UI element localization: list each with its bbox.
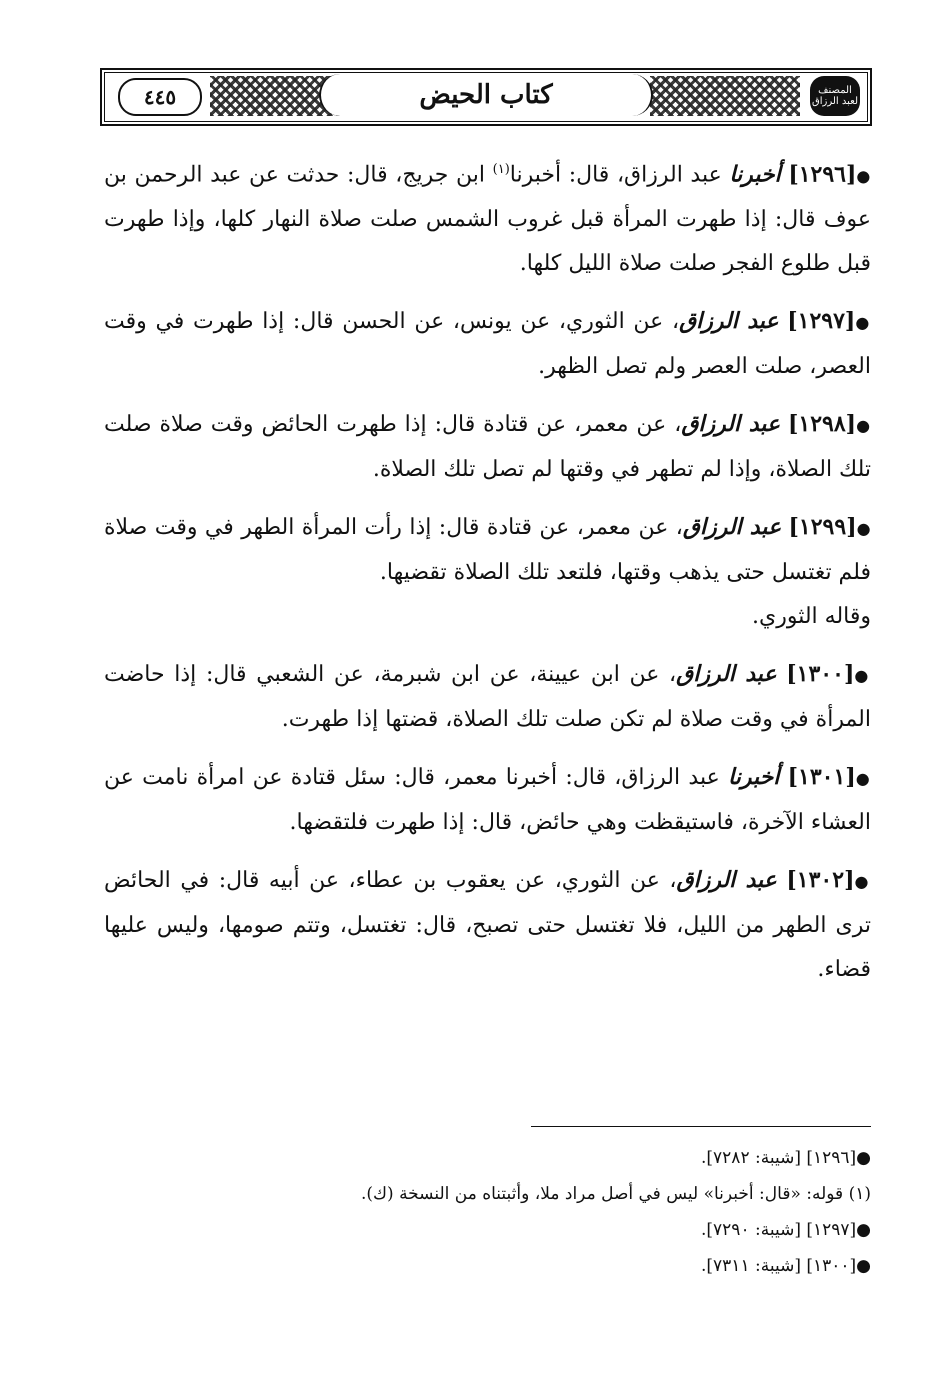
hadith-narrator: عبد الرزاق xyxy=(682,514,782,541)
hadith-text: ، عن معمر، عن قتادة قال: إذا رأت المرأة الطهر في وقت صلاة فلم تغتسل حتى يذهب وقتها، فلتعد تلك الصلاة تقضيها. xyxy=(104,515,871,586)
chapter-title: كتاب الحيض xyxy=(319,74,653,116)
footnote-line: ●[١٢٩٧] [شيبة: ٧٢٩٠]. xyxy=(701,1220,871,1240)
bullet-icon: ● xyxy=(856,416,872,436)
hadith-number: [١٣٠٢] xyxy=(786,867,855,894)
hadith-entry xyxy=(104,652,871,742)
hadith-number: [١٣٠١] xyxy=(787,764,856,791)
hadith-number: [١٢٩٧] xyxy=(787,308,856,335)
hadith-text: عبد الرزاق، قال: أخبرنا xyxy=(509,162,722,188)
hadith-number: [١٣٠٠] xyxy=(786,661,855,688)
bullet-icon: ● xyxy=(856,166,872,186)
footnote-line: ●[١٣٠٠] [شيبة: ٧٣١١]. xyxy=(701,1256,871,1276)
bullet-icon: ● xyxy=(854,872,871,892)
footnote-divider xyxy=(531,1126,871,1127)
bullet-icon: ● xyxy=(855,769,871,789)
hadith-text: ، عن معمر، عن قتادة قال: إذا طهرت الحائض وقت صلاة صلت تلك الصلاة، وإذا لم تطهر في وقتها لم تصل تلك الصلاة. xyxy=(104,412,871,483)
hadith-entry xyxy=(104,148,871,286)
hadith-narrator: أخبرنا xyxy=(729,161,781,188)
page-header xyxy=(100,68,872,126)
hadith-number: [١٢٩٨] xyxy=(787,411,857,438)
hadith-entry xyxy=(104,299,871,389)
hadith-number: [١٢٩٩] xyxy=(788,514,857,541)
hadith-entry xyxy=(104,505,871,639)
bullet-icon: ● xyxy=(854,666,871,686)
hadith-text: ابن جريج، قال: حدثت عن عبد الرحمن بن عوف قال: إذا طهرت المرأة قبل غروب الشمس صلت صلاة النهار كلها، وإذا طهرت قبل طلوع الفجر صلت صلاة الليل كلها. xyxy=(104,162,871,277)
main-text xyxy=(104,148,871,1005)
hadith-narrator: عبد الرزاق xyxy=(679,308,779,335)
ornament-pattern-right xyxy=(650,76,800,116)
hadith-narrator: أخبرنا xyxy=(728,764,780,791)
hadith-number: [١٢٩٦] xyxy=(788,161,857,188)
hadith-text: ، عن الثوري، عن يونس، عن الحسن قال: إذا طهرت في وقت العصر، صلت العصر ولم تصل الظهر. xyxy=(104,309,871,380)
footnote-line: ●[١٢٩٦] [شيبة: ٧٢٨٢]. xyxy=(701,1148,871,1168)
hadith-narrator: عبد الرزاق xyxy=(681,411,781,438)
footnotes xyxy=(300,1142,871,1286)
page-number: ٤٤٥ xyxy=(118,78,202,116)
hadith-entry xyxy=(104,402,871,492)
emblem-badge xyxy=(806,74,864,118)
hadith-narrator: عبد الرزاق xyxy=(676,661,777,688)
hadith-entry xyxy=(104,755,871,845)
hadith-narrator: عبد الرزاق xyxy=(676,867,777,894)
hadith-text: ، عن الثوري، عن يعقوب بن عطاء، عن أبيه قال: في الحائض ترى الطهر من الليل، فلا تغتسل حتى تصبح، قال: تغتسل، وتتم صومها، وليس عليها قضاء. xyxy=(104,868,871,983)
bullet-icon: ● xyxy=(855,313,872,333)
hadith-text: ، عن ابن عيينة، عن ابن شبرمة، عن الشعبي قال: إذا حاضت المرأة في وقت صلاة لم تكن صلت تلك الصلاة، قضتها إذا طهرت. xyxy=(104,662,871,733)
hadith-addendum: وقاله الثوري. xyxy=(752,604,871,630)
book-emblem: المصنف لعبد الرزاق xyxy=(810,76,860,116)
footnote-ref: (١) xyxy=(492,162,510,177)
hadith-entry xyxy=(104,858,871,992)
hadith-text: عبد الرزاق، قال: أخبرنا معمر، قال: سئل قتادة عن امرأة نامت عن العشاء الآخرة، فاستيقظت وهي حائض، قال: إذا طهرت فلتقضها. xyxy=(104,765,871,836)
bullet-icon: ● xyxy=(856,519,871,539)
footnote-line: (١) قوله: «قال: أخبرنا» ليس في أصل مراد ملا، وأثبتناه من النسخة (ك). xyxy=(360,1184,871,1204)
